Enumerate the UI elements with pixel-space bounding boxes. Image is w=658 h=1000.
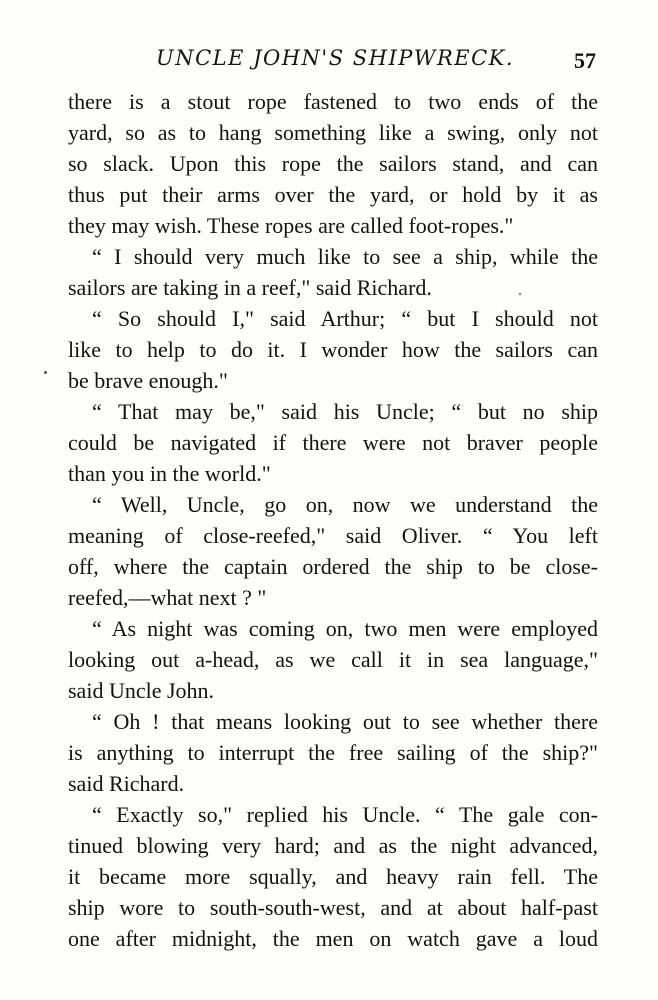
text-line: said Uncle John.	[68, 678, 215, 703]
text-line: sailors are taking in a reef," said Richard.	[68, 275, 432, 300]
print-speck	[519, 293, 521, 295]
print-speck	[44, 371, 47, 374]
text-line: it became more squally, and heavy rain fell. The	[68, 864, 598, 889]
text-line: said Richard.	[68, 771, 185, 796]
paragraph	[68, 489, 598, 613]
paragraph	[68, 799, 598, 954]
page-header	[68, 44, 598, 78]
text-line: meaning of close-reefed," said Oliver. “ You left	[68, 523, 598, 548]
text-line: “ As night was coming on, two men were employed	[92, 616, 598, 641]
text-line: “ Exactly so," replied his Uncle. “ The gale con-	[92, 802, 598, 827]
text-line: “ So should I," said Arthur; “ but I should not	[92, 306, 598, 331]
running-head: UNCLE JOHN'S SHIPWRECK.	[156, 46, 515, 70]
text-line: tinued blowing very hard; and as the night advanced,	[68, 833, 598, 858]
text-line: could be navigated if there were not braver people	[68, 430, 598, 455]
text-line: “ I should very much like to see a ship, while the	[92, 244, 598, 269]
text-line: like to help to do it. I wonder how the sailors can	[68, 337, 598, 362]
text-line: thus put their arms over the yard, or hold by it as	[68, 182, 598, 207]
text-line: off, where the captain ordered the ship to be close-	[68, 554, 598, 579]
text-line: so slack. Upon this rope the sailors stand, and can	[68, 151, 598, 176]
text-line: reefed,—what next ? "	[68, 585, 267, 610]
text-line: “ Well, Uncle, go on, now we understand the	[92, 492, 598, 517]
paragraph	[68, 303, 598, 396]
text-line: yard, so as to hang something like a swing, only not	[68, 120, 598, 145]
paragraph	[68, 613, 598, 706]
text-line: they may wish. These ropes are called foot-ropes."	[68, 213, 514, 238]
text-line: there is a stout rope fastened to two ends of the	[68, 89, 598, 114]
text-line: than you in the world."	[68, 461, 271, 486]
paragraph	[68, 86, 598, 241]
paragraph	[68, 396, 598, 489]
paragraph	[68, 706, 598, 799]
text-line: ship wore to south-south-west, and at about half-past	[68, 895, 598, 920]
text-line: “ That may be," said his Uncle; “ but no ship	[92, 399, 598, 424]
text-line: “ Oh ! that means looking out to see whether there	[92, 709, 598, 734]
text-line: one after midnight, the men on watch gave a loud	[68, 926, 598, 951]
text-line: be brave enough."	[68, 368, 228, 393]
text-line: is anything to interrupt the free sailing of the ship?"	[68, 740, 598, 765]
body-text	[68, 86, 598, 954]
text-line: looking out a-head, as we call it in sea language,"	[68, 647, 598, 672]
page-number: 57	[574, 48, 596, 73]
